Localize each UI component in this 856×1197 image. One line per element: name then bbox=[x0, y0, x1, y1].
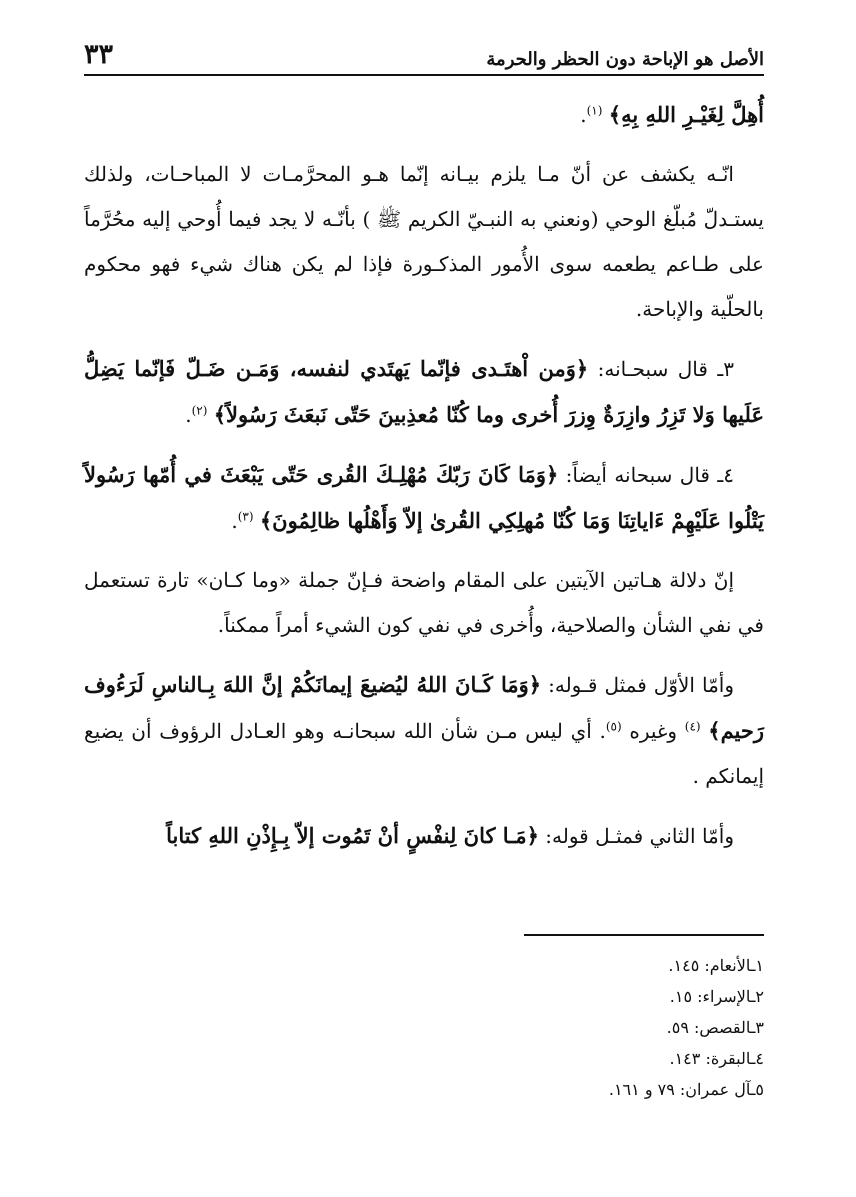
header-divider bbox=[84, 74, 764, 76]
footnote: ٥ـآل عمران: ٧٩ و ١٦١. bbox=[608, 1080, 764, 1099]
quran-verse: ﴿وَمَا كَـانَ اللهُ ليُضيعَ إيمانَكُمْ إنَّ اللهَ بِـالناسِ لَرَءُوف رَحيم﴾ bbox=[84, 672, 765, 743]
footnote: ٣ـالقصص: ٥٩. bbox=[666, 1018, 764, 1037]
punctuation: . bbox=[580, 103, 587, 127]
footnote-ref: (٣) bbox=[237, 509, 254, 524]
footnote-ref: (٤) bbox=[684, 719, 701, 734]
footnote: ٢ـالإسراء: ١٥. bbox=[669, 987, 764, 1006]
running-title: الأصل هو الإباحة دون الحظر والحرمة bbox=[486, 49, 764, 70]
inline-text: . أي ليس مـن شأن الله سبحانـه وهو العـادل الرؤوف أن يضيع إيمانكم . bbox=[84, 719, 764, 788]
footnote: ١ـالأنعام: ١٤٥. bbox=[668, 956, 764, 975]
footnotes-list bbox=[84, 950, 764, 1105]
footnote-ref: (٢) bbox=[191, 403, 208, 418]
page-number: ٣٣ bbox=[84, 39, 114, 70]
footnote-divider bbox=[524, 934, 764, 936]
paragraph-5: إنّ دلالة هـاتين الآيتين على المقام واضحة فـإنّ جملة «وما كـان» تارة تستعمل في نفي الشأن والصلاحية، وأُخرى في نفي كون الشيء أمراً ممكناً. bbox=[84, 568, 764, 637]
punctuation: . bbox=[231, 509, 238, 533]
footnote: ٤ـالبقرة: ١٤٣. bbox=[669, 1049, 764, 1068]
paragraph-3 bbox=[84, 346, 764, 438]
item-lead: وأمّا الأوّل فمثل قـوله: bbox=[548, 673, 734, 697]
page-header bbox=[84, 26, 764, 70]
quran-verse: أُهِلَّ لِغَيْـرِ اللهِ بِهِ﴾ bbox=[608, 102, 764, 127]
paragraph-6 bbox=[84, 662, 764, 799]
paragraph-2: انّـه يكشف عن أنّ مـا يلزم بيـانه إنّما هـو المحرَّمـات لا المباحـات، ولذلك يستـدلّ مُبلّغ الوحي (ونعني به النبـيّ الكريم ﷺ ) بأنّـه لا يجد فيما أُوحي إليه محُرَّماً على طـاعم يطعمه سوى الأُمور المذكـورة فإذا لم يكن هناك شيء فهو محكوم بالحلّية والإباحة. bbox=[84, 162, 764, 321]
paragraph-1 bbox=[84, 92, 764, 138]
quran-verse: ﴿وَمن اْهتَـدى فإنّما يَهتَدي لنفسه، وَمَـن ضَـلّ فَإنّما يَضِلُّ عَلَيها وَلا تَزِرُ وازِرَةٌ وِزرَ أُخرى وما كُنّا مُعذِبينَ حَتّى نَبعَثَ رَسُولاً﴾ bbox=[84, 356, 764, 427]
paragraph-4 bbox=[84, 452, 764, 544]
footnote-ref: (٥) bbox=[605, 719, 622, 734]
punctuation: . bbox=[185, 403, 192, 427]
body-text bbox=[84, 92, 764, 873]
item-lead: ٣ـ قال سبحـانه: bbox=[597, 357, 735, 381]
paragraph-7 bbox=[84, 813, 764, 859]
footnote-ref: (١) bbox=[586, 103, 603, 118]
quran-verse: ﴿وَمَا كَانَ رَبّكَ مُهْلِـكَ القُرى حَتّى يَبْعَثَ في أُمّها رَسُولاً يَتْلُوا عَلَيْهِمْ ءَاياتِنَا وَمَا كُنّا مُهلِكِي القُرىٰ إلاّ وَأَهْلُها ظالِمُونَ﴾ bbox=[84, 462, 764, 533]
item-lead: ٤ـ قال سبحانه أيضاً: bbox=[565, 463, 734, 487]
quran-verse: ﴿مَـا كانَ لِنفْسٍ أنْ تَمُوت إلاّ بِـإِذْنِ اللهِ كتاباً bbox=[166, 823, 539, 848]
inline-text: وغيره bbox=[629, 719, 678, 743]
item-lead: وأمّا الثاني فمثـل قوله: bbox=[545, 824, 734, 848]
